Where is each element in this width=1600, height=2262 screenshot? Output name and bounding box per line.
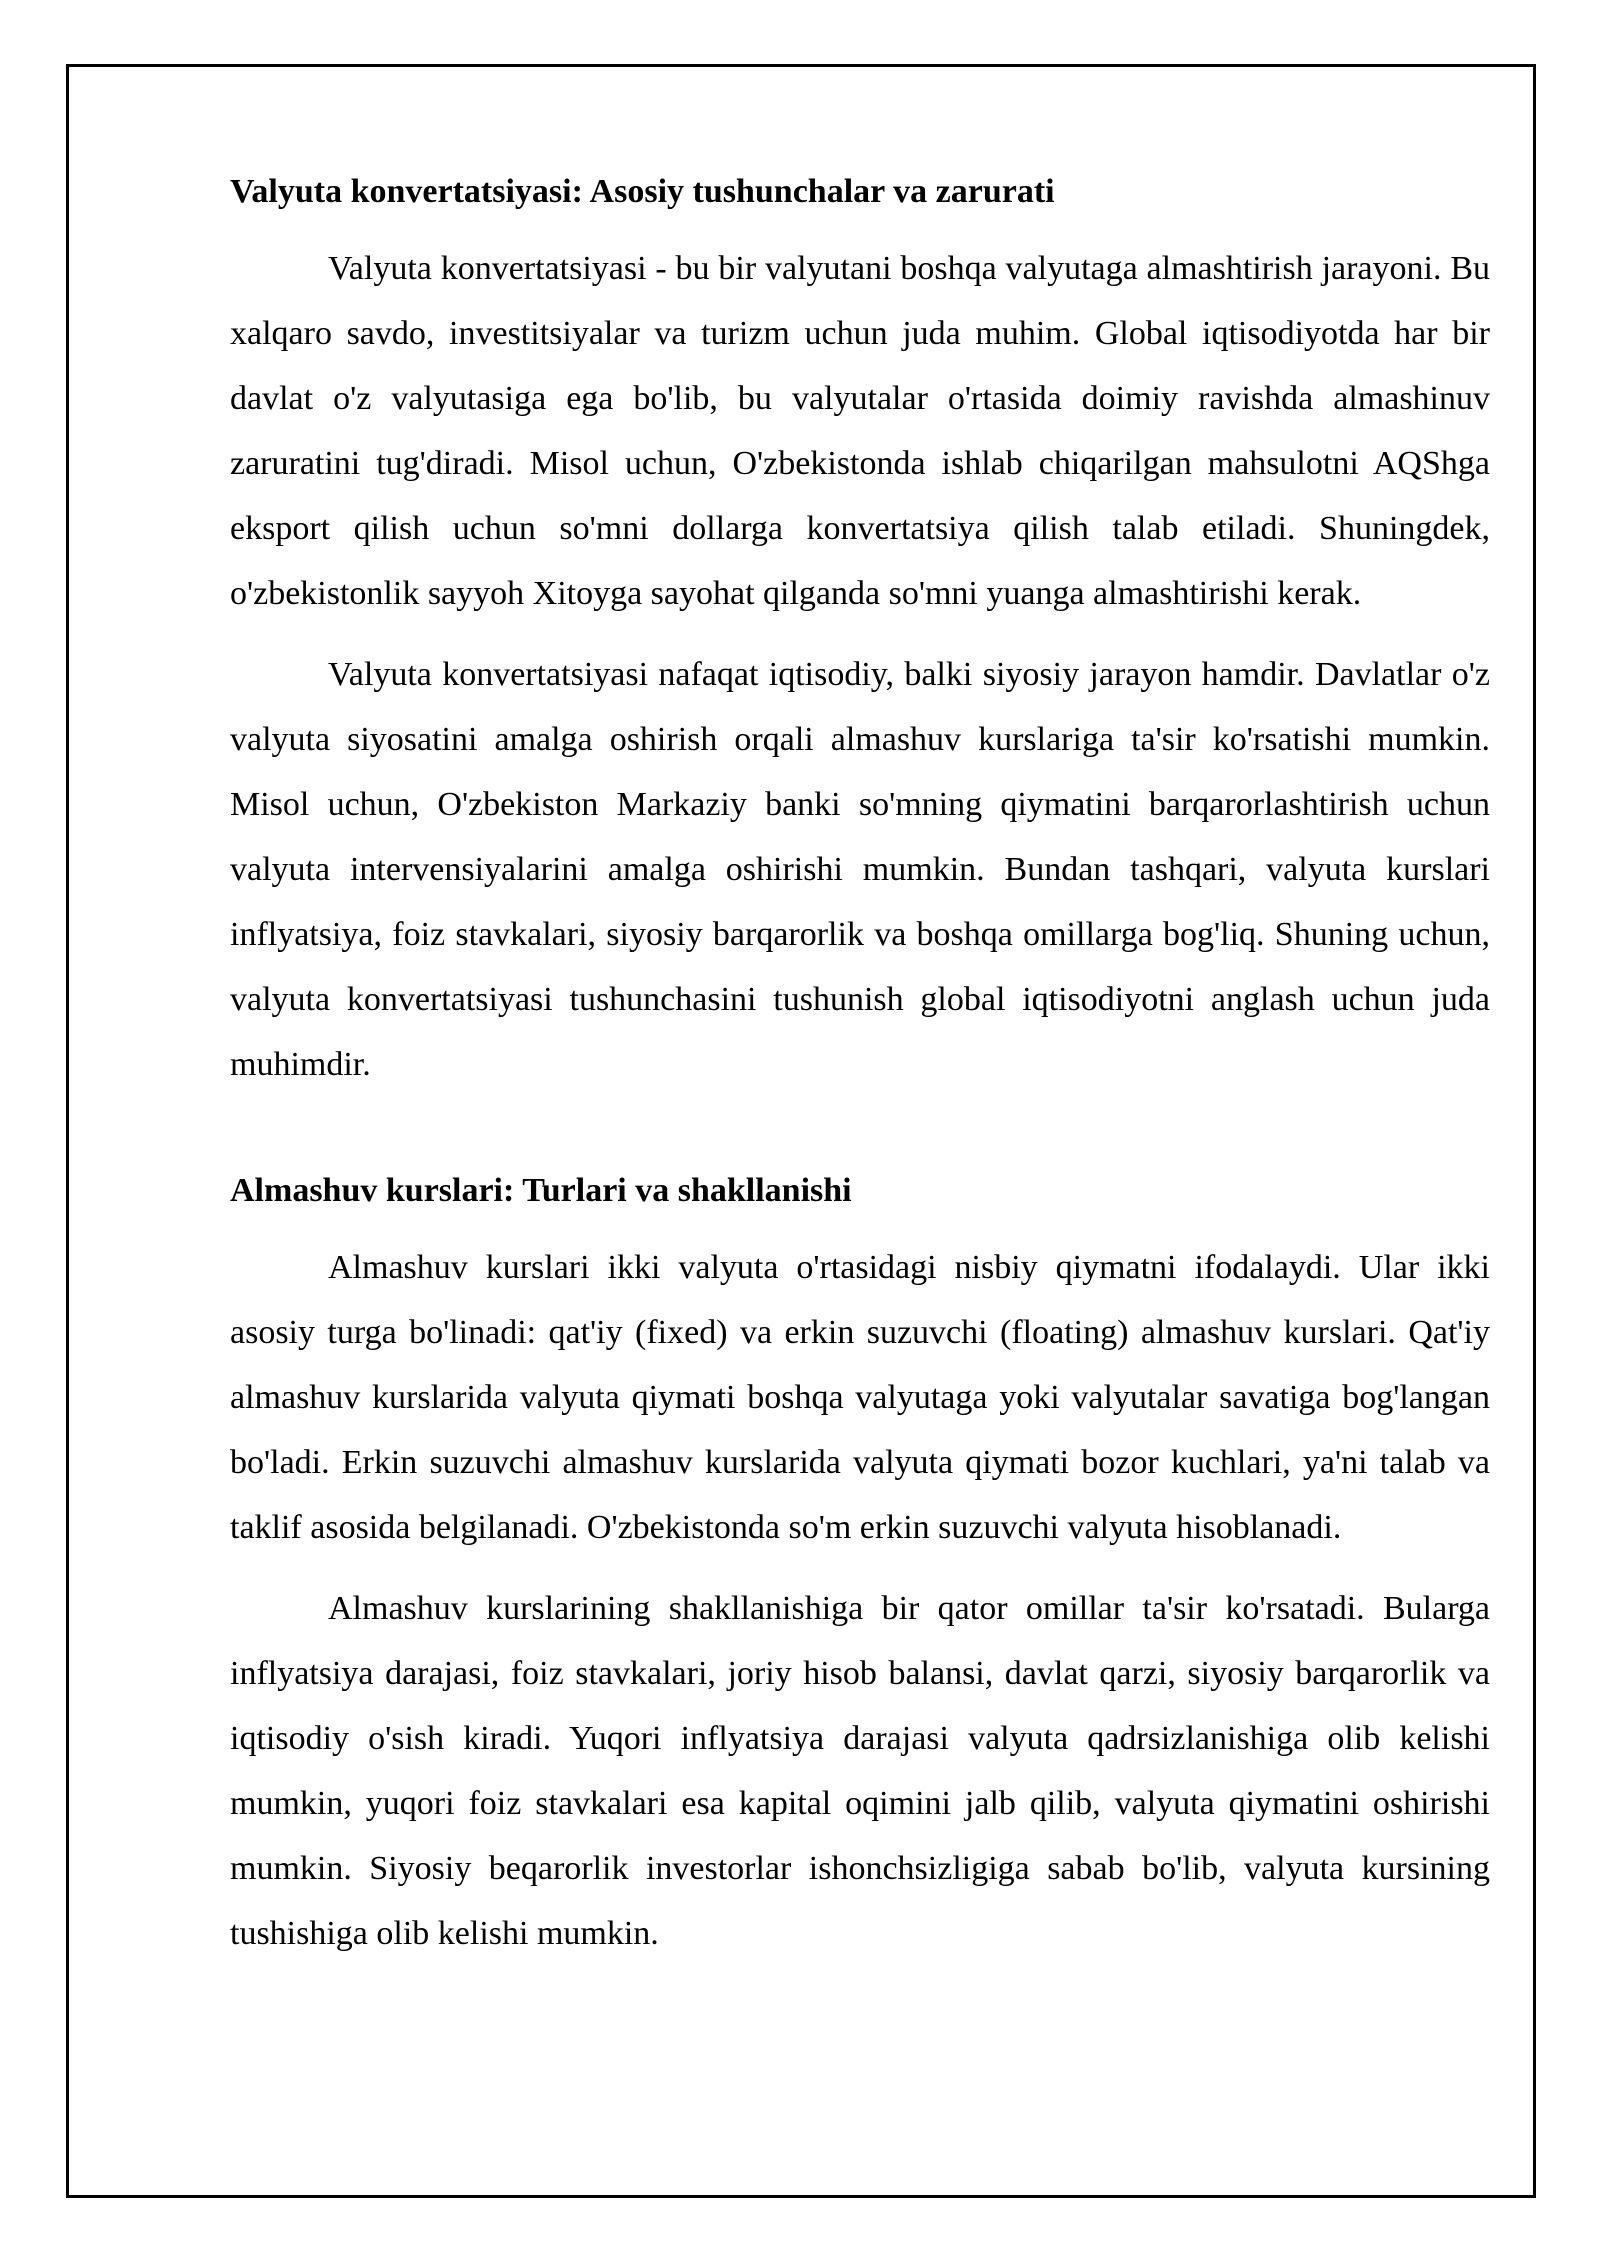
paragraph: Almashuv kurslarining shakllanishiga bir qator omillar ta'sir ko'rsatadi. Bularga inflyatsiya darajasi, foiz stavkalari, joriy hisob balansi, davlat qarzi, siyosiy barqarorlik va iqtisodiy o'sish kiradi. Yuqori inflyatsiya darajasi valyuta qadrsizlanishiga olib kelishi mumkin, yuqori foiz stavkalari esa kapital oqimini jalb qilib, valyuta qiymatini oshirishi mumkin. Siyosiy beqarorlik investorlar ishonchsizligiga sabab bo'lib, valyuta kursining tushishiga olib kelishi mumkin.: [230, 1590, 1490, 1952]
section-heading: Valyuta konvertatsiyasi: Asosiy tushunchalar va zarurati: [230, 173, 1055, 210]
document-body: [230, 170, 1490, 1982]
paragraph: Valyuta konvertatsiyasi - bu bir valyutani boshqa valyutaga almashtirish jarayoni. Bu xalqaro savdo, investitsiyalar va turizm uchun juda muhim. Global iqtisodiyotda har bir davlat o'z valyutasiga ega bo'lib, bu valyutalar o'rtasida doimiy ravishda almashinuv zaruratini tug'diradi. Misol uchun, O'zbekistonda ishlab chiqarilgan mahsulotni AQShga eksport qilish uchun so'mni dollarga konvertatsiya qilish talab etiladi. Shuningdek, o'zbekistonlik sayyoh Xitoyga sayohat qilganda so'mni yuanga almashtirishi kerak.: [230, 250, 1490, 612]
paragraph: Valyuta konvertatsiyasi nafaqat iqtisodiy, balki siyosiy jarayon hamdir. Davlatlar o'z valyuta siyosatini amalga oshirish orqali almashuv kurslariga ta'sir ko'rsatishi mumkin. Misol uchun, O'zbekiston Markaziy banki so'mning qiymatini barqarorlashtirish uchun valyuta intervensiyalarini amalga oshirishi mumkin. Bundan tashqari, valyuta kurslari inflyatsiya, foiz stavkalari, siyosiy barqarorlik va boshqa omillarga bog'liq. Shuning uchun, valyuta konvertatsiyasi tushunchasini tushunish global iqtisodiyotni anglash uchun juda muhimdir.: [230, 656, 1490, 1083]
section-heading: Almashuv kurslari: Turlari va shakllanishi: [230, 1172, 852, 1209]
paragraph: Almashuv kurslari ikki valyuta o'rtasidagi nisbiy qiymatni ifodalaydi. Ular ikki asosiy turga bo'linadi: qat'iy (fixed) va erkin suzuvchi (floating) almashuv kurslari. Qat'iy almashuv kurslarida valyuta qiymati boshqa valyutaga yoki valyutalar savatiga bog'langan bo'ladi. Erkin suzuvchi almashuv kurslarida valyuta qiymati bozor kuchlari, ya'ni talab va taklif asosida belgilanadi. O'zbekistonda so'm erkin suzuvchi valyuta hisoblanadi.: [230, 1249, 1490, 1546]
